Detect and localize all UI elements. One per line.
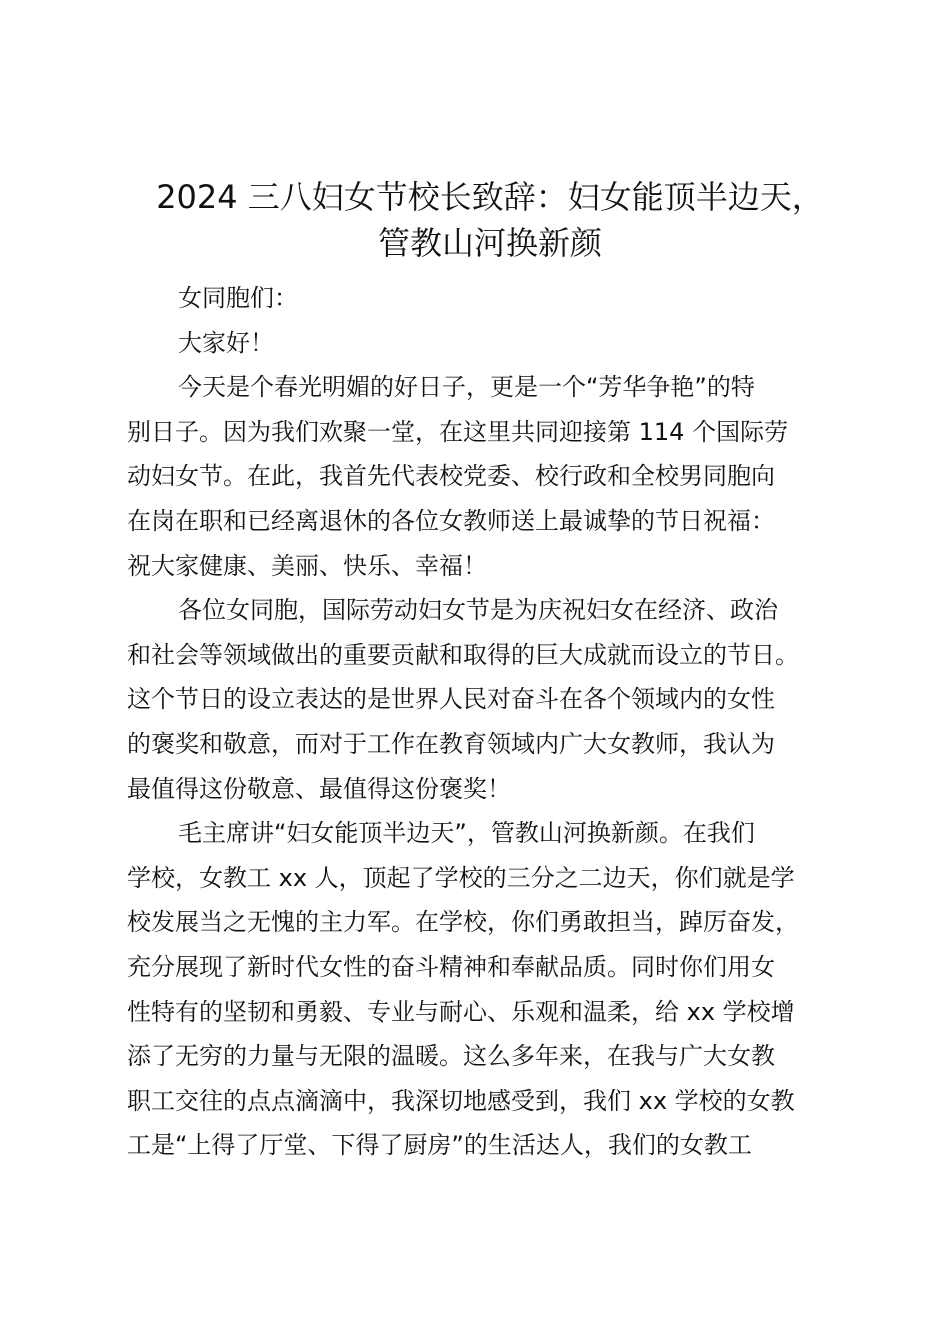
text-line: 毛主席讲“妇女能顶半边天”，管教山河换新颜。在我们 xyxy=(178,819,755,848)
text-line: 各位女同胞，国际劳动妇女节是为庆祝妇女在经济、政治 xyxy=(178,596,778,625)
text-line: 工是“上得了厅堂、下得了厨房”的生活达人，我们的女教工 xyxy=(127,1131,752,1160)
text-line: 这个节日的设立表达的是世界人民对奋斗在各个领域内的女性 xyxy=(127,685,775,714)
text-line: 别日子。因为我们欢聚一堂，在这里共同迎接第 114 个国际劳 xyxy=(127,417,789,446)
text-line: 在岗在职和已经离退休的各位女教师送上最诚挚的节日祝福： xyxy=(127,506,775,535)
title-line-1: 2024 三八妇女节校长致辞：妇女能顶半边天， xyxy=(156,178,824,216)
text-line: 性特有的坚韧和勇毅、专业与耐心、乐观和温柔，给 xx 学校增 xyxy=(127,997,795,1026)
title-line-2: 管教山河换新颜 xyxy=(377,224,602,262)
text-line: 大家好！ xyxy=(178,328,274,357)
document-title xyxy=(110,174,870,266)
text-line: 职工交往的点点滴滴中，我深切地感受到，我们 xx 学校的女教 xyxy=(127,1086,795,1115)
document-body xyxy=(127,276,847,1168)
text-line: 今天是个春光明媚的好日子，更是一个“芳华争艳”的特 xyxy=(178,373,755,402)
text-line: 女同胞们： xyxy=(178,284,298,312)
text-line: 学校，女教工 xx 人，顶起了学校的三分之二边天，你们就是学 xyxy=(127,863,795,892)
text-line: 祝大家健康、美丽、快乐、幸福！ xyxy=(127,551,487,580)
text-line: 和社会等领域做出的重要贡献和取得的巨大成就而设立的节日。 xyxy=(127,640,799,669)
text-line: 最值得这份敬意、最值得这份褒奖！ xyxy=(127,774,511,803)
text-line: 动妇女节。在此，我首先代表校党委、校行政和全校男同胞向 xyxy=(127,462,775,491)
text-line: 添了无穷的力量与无限的温暖。这么多年来，在我与广大女教 xyxy=(127,1042,775,1071)
text-line: 的褒奖和敬意，而对于工作在教育领域内广大女教师，我认为 xyxy=(127,729,775,758)
text-line: 校发展当之无愧的主力军。在学校，你们勇敢担当，踔厉奋发， xyxy=(127,908,799,937)
text-line: 充分展现了新时代女性的奋斗精神和奉献品质。同时你们用女 xyxy=(127,952,775,981)
